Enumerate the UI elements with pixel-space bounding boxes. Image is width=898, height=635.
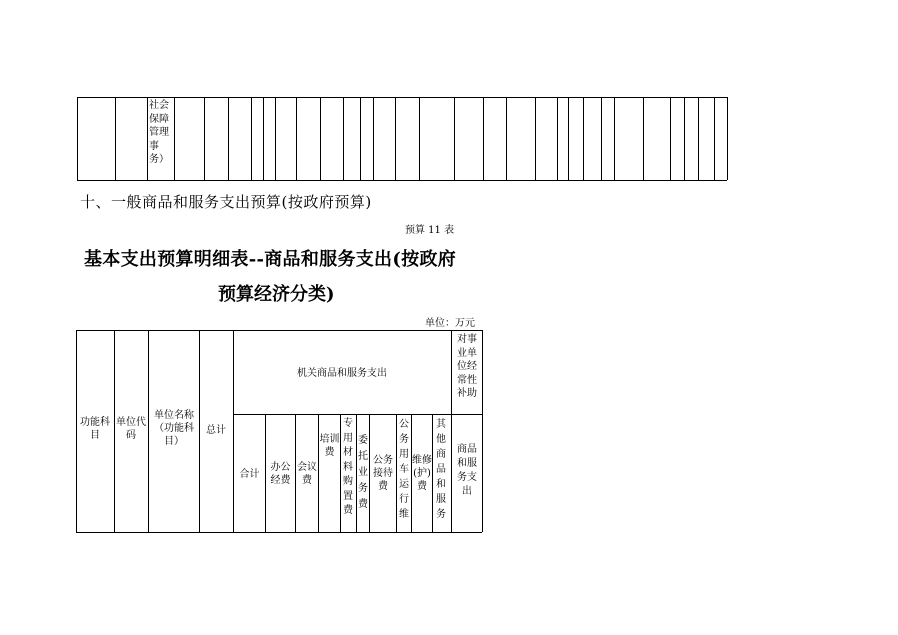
divider xyxy=(373,97,374,180)
subheader-training: 培训费 xyxy=(319,434,340,458)
header-unit-name: 单位名称（功能科目） xyxy=(154,410,194,447)
divider xyxy=(233,330,234,532)
header-unit-code: 单位代码 xyxy=(116,417,146,441)
divider xyxy=(614,97,615,180)
divider xyxy=(204,97,205,180)
main-title-line1: 基本支出预算明细表--商品和服务支出(按政府 xyxy=(84,249,457,270)
divider xyxy=(568,97,569,180)
divider xyxy=(275,97,276,180)
divider xyxy=(115,97,116,180)
subheader-vehicle: 公务用车运行维 xyxy=(399,419,409,520)
divider xyxy=(506,97,507,180)
divider xyxy=(396,414,397,532)
divider xyxy=(643,97,644,180)
right-header-divider xyxy=(451,414,482,415)
section-heading: 十、一般商品和服务支出预算(按政府预算) xyxy=(80,193,372,211)
divider xyxy=(454,97,455,180)
main-title-line2: 预算经济分类) xyxy=(218,284,335,305)
divider xyxy=(557,97,558,180)
table-bottom-border xyxy=(76,532,482,533)
divider xyxy=(263,97,264,180)
header-subsidy: 对事业单位经常性补助 xyxy=(457,334,477,399)
header-function-subject: 功能科目 xyxy=(80,417,110,441)
divider xyxy=(343,97,344,180)
subheader-total: 合计 xyxy=(239,469,260,480)
subheader-reception: 公务接待费 xyxy=(373,455,393,492)
subheader-maintenance: 维修(护)费 xyxy=(412,455,432,492)
divider xyxy=(147,97,148,180)
subheader-office: 办公经费 xyxy=(270,462,291,486)
divider xyxy=(340,414,341,532)
divider xyxy=(296,97,297,180)
table-number: 预算 11 表 xyxy=(405,225,455,236)
divider xyxy=(419,97,420,180)
divider xyxy=(228,97,229,180)
divider xyxy=(601,97,602,180)
divider xyxy=(583,97,584,180)
divider xyxy=(714,97,715,180)
divider xyxy=(670,97,671,180)
table-right-border xyxy=(482,330,483,532)
divider xyxy=(265,414,266,532)
header-total: 总计 xyxy=(206,425,226,436)
divider xyxy=(320,97,321,180)
divider xyxy=(318,414,319,532)
divider xyxy=(174,97,175,180)
header-agency-goods-services: 机关商品和服务支出 xyxy=(297,368,387,379)
top-fragment-bottom-border xyxy=(77,180,727,181)
subheader-goods-services: 商品和服务支出 xyxy=(457,444,477,497)
divider xyxy=(727,97,728,180)
subheader-meeting: 会议费 xyxy=(297,462,317,486)
divider xyxy=(535,97,536,180)
divider xyxy=(251,97,252,180)
divider xyxy=(483,97,484,180)
divider xyxy=(360,97,361,180)
divider xyxy=(451,330,452,532)
subheader-materials: 专用材料购置费 xyxy=(343,418,353,516)
divider xyxy=(77,97,78,180)
divider xyxy=(148,330,149,532)
divider xyxy=(395,97,396,180)
top-fragment-cell-text: 社会保障管理事务） xyxy=(149,100,169,165)
divider xyxy=(698,97,699,180)
divider xyxy=(432,414,433,532)
divider xyxy=(684,97,685,180)
table-top-border xyxy=(76,330,482,331)
subheader-entrusted: 委托业务费 xyxy=(358,435,368,510)
subheader-other: 其他商品和服务 xyxy=(436,419,446,520)
unit-label: 单位：万元 xyxy=(425,318,475,329)
